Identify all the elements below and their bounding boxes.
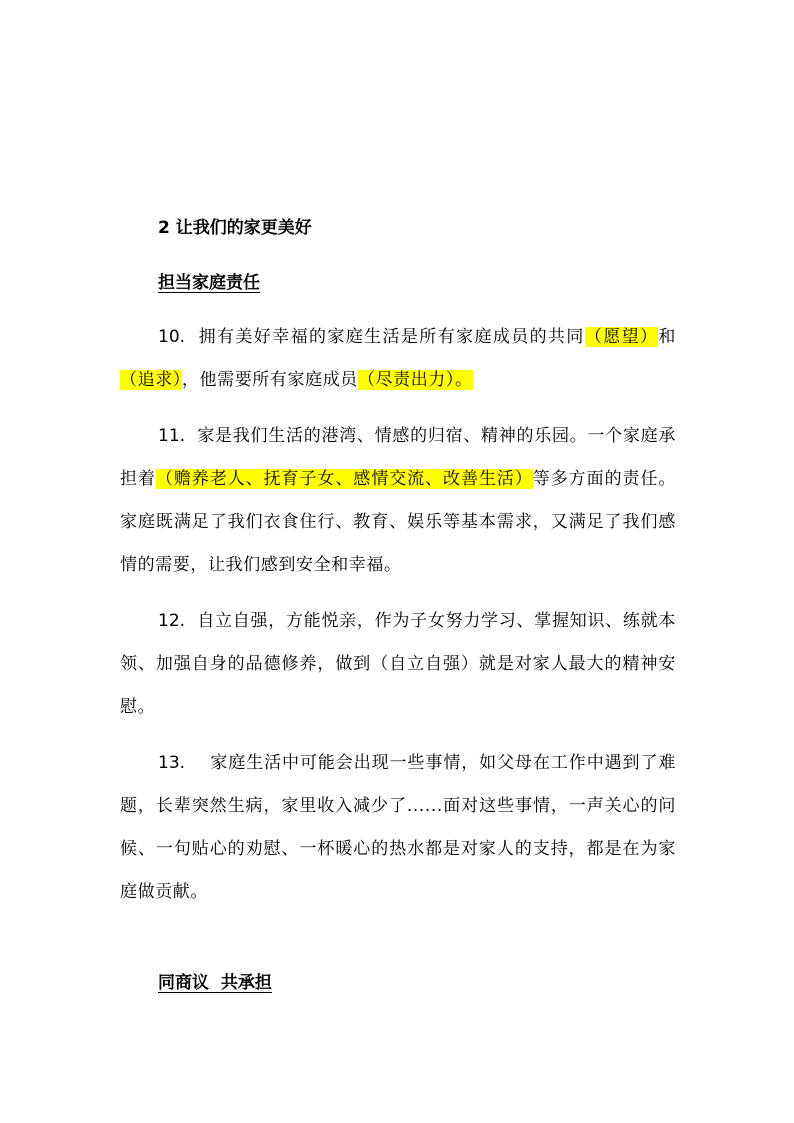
lesson-title: 2 让我们的家更美好	[158, 218, 312, 238]
paragraph-text: 拥有美好幸福的家庭生活是所有家庭成员的共同	[198, 327, 585, 347]
highlighted-answer: （尽责出力）	[357, 370, 456, 390]
paragraph-text: 自立自强，方能悦亲，作为子女努力学习、掌握知识、练就本领、加强自身的品德修养，做到（自立自强）就是对家人最大的精神安慰。	[120, 611, 676, 717]
item-number: 12.	[158, 611, 186, 631]
item-number: 11.	[158, 426, 186, 446]
paragraph-11	[120, 415, 676, 587]
section-heading-discuss-together: 同商议 共承担	[158, 973, 272, 993]
section-heading-family-responsibility: 担当家庭责任	[158, 273, 260, 293]
paragraph-text: 家是我们生活的港湾、情感的归宿、精神的乐园。一个家庭承担着	[120, 426, 676, 489]
paragraph-text: 家庭生活中可能会出现一些事情，如父母在工作中遇到了难题，长辈突然生病，家里收入减少了......面对这些事情，一声关心的问候、一句贴心的劝慰、一杯暖心的热水都是对家人的支持，都是在为家庭做贡献。	[120, 753, 676, 902]
paragraph-text: 等多方面的责任。家庭既满足了我们衣食住行、教育、娱乐等基本需求，又满足了我们感情的需要，让我们感到安全和幸福。	[120, 469, 677, 575]
item-number: 13.	[158, 753, 186, 773]
highlighted-answer: （赡养老人、抚育子女、感情交流、改善生活）	[155, 469, 533, 489]
highlighted-answer: （追求）	[120, 370, 182, 390]
highlighted-answer: （愿望）	[584, 327, 659, 347]
paragraph-13	[120, 742, 676, 914]
paragraph-text: ，他需要所有家庭成员	[181, 370, 358, 390]
item-number: 10.	[158, 327, 186, 347]
paragraph-text: 和	[658, 327, 676, 347]
paragraph-10	[120, 316, 676, 402]
paragraph-12	[120, 600, 676, 729]
highlighted-punctuation: 。	[455, 370, 473, 390]
